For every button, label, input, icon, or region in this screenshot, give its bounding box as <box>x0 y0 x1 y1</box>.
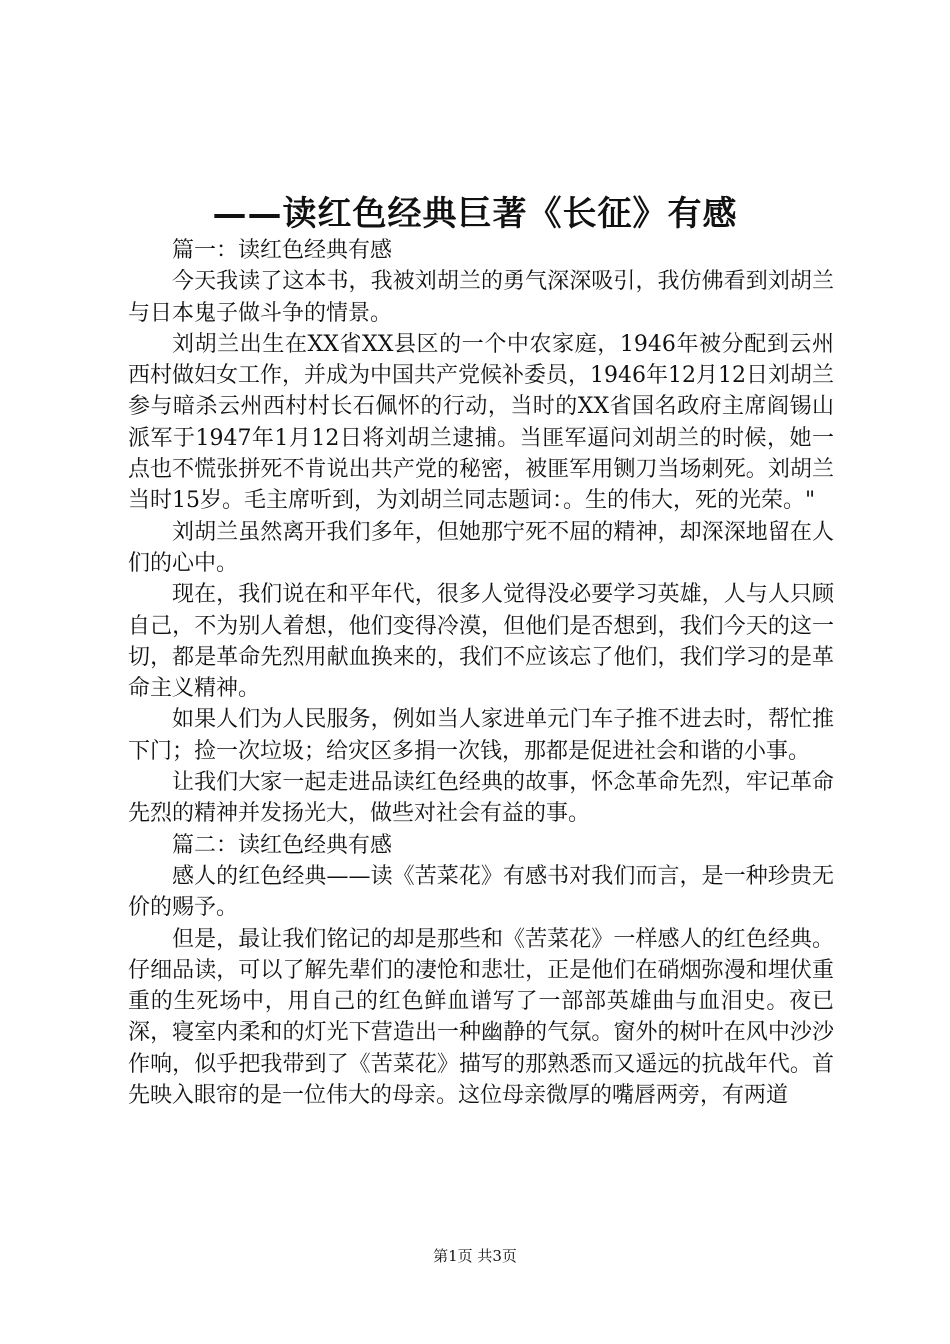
section-heading: 篇一：读红色经典有感 <box>172 238 393 263</box>
paragraph: 感人的红色经典——读《苦菜花》有感书对我们而言，是一种珍贵无价的赐予。 <box>128 863 834 921</box>
paragraph: 让我们大家一起走进品读红色经典的故事，怀念革命先烈，牢记革命先烈的精神并发扬光大，做些对社会有益的事。 <box>128 770 834 827</box>
paragraph: 刘胡兰虽然离开我们多年，但她那宁死不屈的精神，却深深地留在人们的心中。 <box>128 519 834 576</box>
paragraph: 刘胡兰出生在XX省XX县区的一个中农家庭，1946年被分配到云州西村做妇女工作，并成为中国共产党候补委员，1946年12月12日刘胡兰参与暗杀云州西村村长石佩怀的行动，当时的XX省国名政府主席阎锡山派军于1947年1月12日将刘胡兰逮捕。当匪军逼问刘胡兰的时候，她一点也不慌张拼死不肯说出共产党的秘密，被匪军用铡刀当场刺死。刘胡兰当时15岁。毛主席听到，为刘胡兰同志题词：。生的伟大，死的光荣。" <box>128 331 834 514</box>
section-heading: 篇二：读红色经典有感 <box>172 832 393 858</box>
document-body <box>128 235 834 1111</box>
paragraph: 如果人们为人民服务，例如当人家进单元门车子推不进去时，帮忙推下门；捡一次垃圾；给灾区多捐一次钱，那都是促进社会和谐的小事。 <box>128 707 834 764</box>
paragraph: 但是，最让我们铭记的却是那些和《苦菜花》一样感人的红色经典。仔细品读，可以了解先辈们的凄怆和悲壮，正是他们在硝烟弥漫和埋伏重重的生死场中，用自己的红色鲜血谱写了一部部英雄曲与血泪史。夜已深，寝室内柔和的灯光下营造出一种幽静的气氛。窗外的树叶在风中沙沙作响，似乎把我带到了《苦菜花》描写的那熟悉而又遥远的抗战年代。首先映入眼帘的是一位伟大的母亲。这位母亲微厚的嘴唇两旁，有两道 <box>128 926 834 1109</box>
paragraph: 今天我读了这本书，我被刘胡兰的勇气深深吸引，我仿佛看到刘胡兰与日本鬼子做斗争的情景。 <box>128 269 834 326</box>
document-title: ——读红色经典巨著《长征》有感 <box>212 194 738 234</box>
paragraph: 现在，我们说在和平年代，很多人觉得没必要学习英雄，人与人只顾自己，不为别人着想，他们变得冷漠，但他们是否想到，我们今天的这一切，都是革命先烈用献血换来的，我们不应该忘了他们，我们学习的是革命主义精神。 <box>128 582 834 702</box>
page-footer: 第1页 共3页 <box>433 1247 517 1265</box>
